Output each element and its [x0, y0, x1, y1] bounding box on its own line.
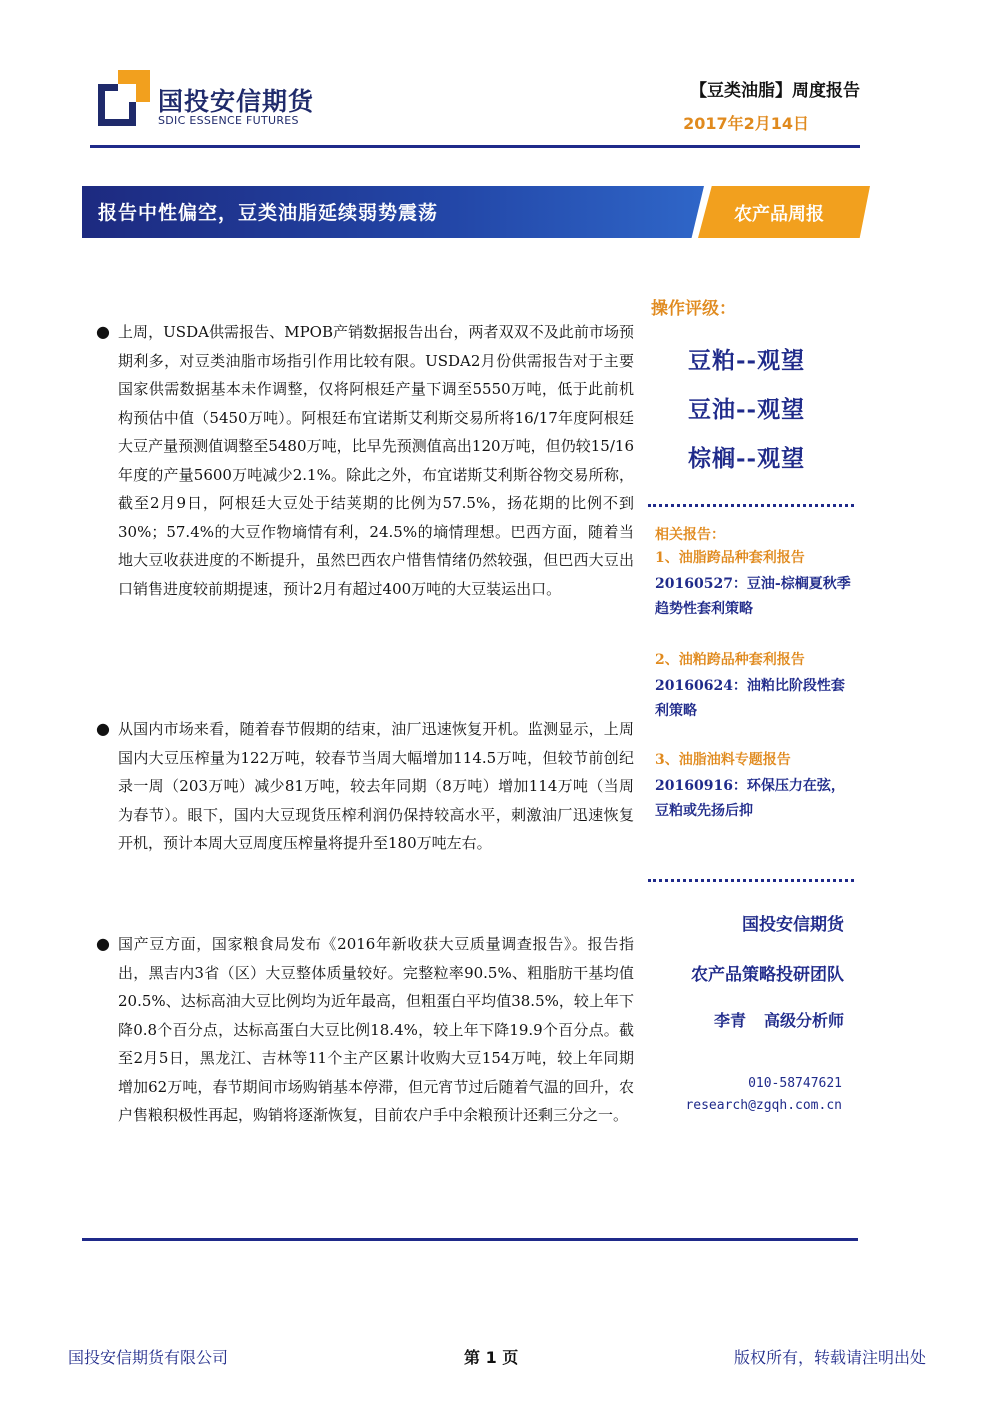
analyst-title: 高级分析师: [763, 1011, 844, 1030]
report-type: 【豆类油脂】周度报告: [690, 81, 860, 101]
paragraph-3: [96, 930, 636, 1130]
rating-palm: 棕榈--观望: [688, 445, 806, 472]
sidebar-divider: [648, 879, 854, 882]
rating-title: 操作评级：: [651, 299, 736, 319]
paragraph-text: 国产豆方面，国家粮食局发布《2016年新收获大豆质量调查报告》。报告指出，黑吉内3省（区）大豆整体质量较好。完整粒率90.5%、粗脂肪干基均值20.5%、达标高油大豆比例均为近年最高，但粗蛋白平均值38.5%，较上年下降0.8个百分点，达标高蛋白大豆比例18.4%，较上年下降19.9个百分点。截至2月5日，黑龙江、吉林等11个主产区累计收购大豆154万吨，较上年同期增加62万吨，春节期间市场购销基本停滞，但元宵节过后随着气温的回升，农户售粮积极性再起，购销将逐渐恢复，目前农户手中余粮预计还剩三分之一。: [118, 935, 634, 1124]
logo-company-name-en: SDIC ESSENCE FUTURES: [158, 114, 299, 127]
related-reports-title: 相关报告：: [655, 527, 725, 543]
related-report-3: [655, 748, 855, 825]
bullet-icon: ●: [96, 719, 110, 738]
related-report-1: [655, 546, 855, 623]
contact-phone: 010-58747621: [748, 1076, 842, 1091]
bullet-icon: ●: [96, 322, 110, 341]
footer-divider: [82, 1238, 858, 1241]
related-report-title: 20160527：豆油-棕榈夏秋季趋势性套利策略: [655, 575, 851, 617]
related-report-heading: 2、油粕跨品种套利报告: [655, 652, 805, 668]
footer-copyright: 版权所有，转载请注明出处: [733, 1348, 926, 1367]
header-divider: [90, 145, 860, 148]
sidebar-team: 农产品策略投研团队: [691, 965, 844, 985]
analyst-name: 李青: [713, 1011, 746, 1030]
paragraph-text: 从国内市场来看，随着春节假期的结束，油厂迅速恢复开机。监测显示，上周国内大豆压榨量为122万吨，较春节当周大幅增加114.5万吨，但较节前创纪录一周（203万吨）减少81万吨，较去年同期（8万吨）增加114万吨（当周为春节）。眼下，国内大豆现货压榨利润仍保持较高水平，刺激油厂迅速恢复开机，预计本周大豆周度压榨量将提升至180万吨左右。: [118, 720, 634, 852]
related-report-heading: 1、油脂跨品种套利报告: [655, 550, 805, 566]
contact-email: research@zgqh.com.cn: [685, 1098, 842, 1113]
page-number: 第 1 页: [464, 1348, 519, 1367]
paragraph-text: 上周，USDA供需报告、MPOB产销数据报告出台，两者双双不及此前市场预期利多，对豆类油脂市场指引作用比较有限。USDA2月份供需报告对于主要国家供需数据基本未作调整，仅将阿根廷产量下调至5550万吨，低于此前机构预估中值（5450万吨）。阿根廷布宜诺斯艾利斯交易所将16/17年度阿根廷大豆产量预测值调整至5480万吨，比早先预测值高出120万吨，但仍较15/16年度的产量5600万吨减少2.1%。除此之外，布宜诺斯艾利斯谷物交易所称，截至2月9日，阿根廷大豆处于结荚期的比例为57.5%，扬花期的比例不到30%；57.4%的大豆作物墒情有利，24.5%的墒情理想。巴西方面，随着当地大豆收获进度的不断提升，虽然巴西农户惜售情绪仍然较强，但巴西大豆出口销售进度较前期提速，预计2月有超过400万吨的大豆装运出口。: [118, 323, 634, 598]
bullet-icon: ●: [96, 934, 110, 953]
paragraph-2: [96, 715, 636, 858]
company-logo-icon: [98, 70, 150, 126]
footer-company: 国投安信期货有限公司: [68, 1348, 229, 1367]
report-date: 2017年2月14日: [683, 114, 809, 133]
analyst: [714, 1008, 844, 1031]
rating-soymeal: 豆粕--观望: [688, 347, 806, 374]
related-report-2: [655, 648, 855, 725]
paragraph-1: [96, 318, 636, 603]
sidebar-company: 国投安信期货: [742, 915, 844, 935]
rating-soyoil: 豆油--观望: [688, 396, 806, 423]
related-report-heading: 3、油脂油料专题报告: [655, 752, 791, 768]
report-category: 农产品周报: [734, 204, 824, 225]
logo-company-name: 国投安信期货: [158, 87, 315, 116]
related-report-title: 20160624：油粕比阶段性套利策略: [655, 677, 845, 719]
related-report-title: 20160916：环保压力在弦，豆粕或先扬后抑: [655, 777, 845, 819]
sidebar-divider: [648, 504, 854, 507]
report-title: 报告中性偏空，豆类油脂延续弱势震荡: [98, 202, 439, 224]
